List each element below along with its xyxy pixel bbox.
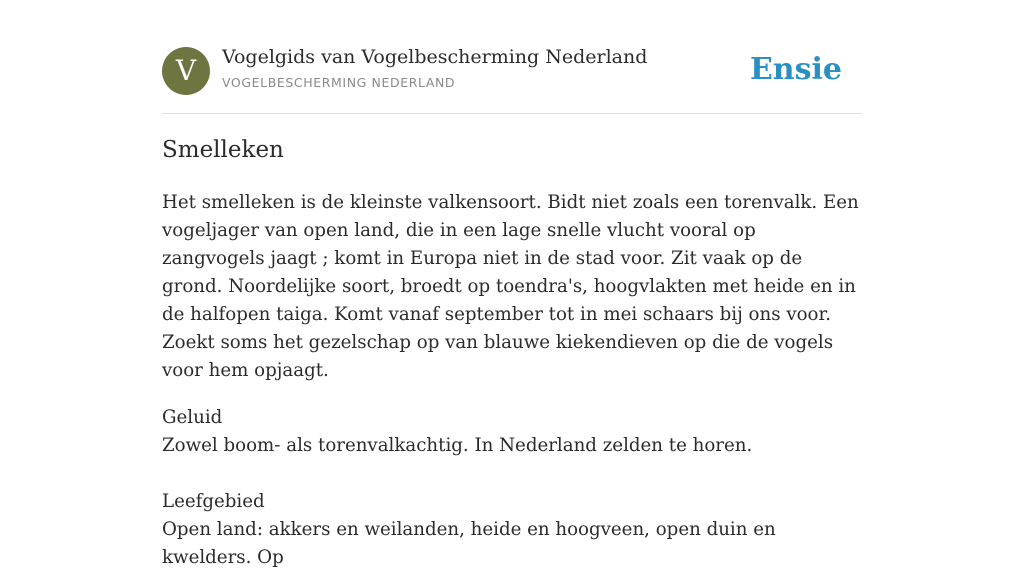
ensie-logo[interactable]: Ensie [749, 52, 842, 87]
section-text-geluid: Zowel boom- als torenvalkachtig. In Nederland zelden te horen. [162, 435, 753, 456]
entry-title: Smelleken [162, 137, 284, 163]
page [162, 0, 862, 568]
entry-body [162, 189, 862, 572]
section-heading-leefgebied: Leefgebied [162, 491, 265, 512]
source-title[interactable]: Vogelgids van Vogelbescherming Nederland [222, 46, 648, 68]
source-subtitle[interactable]: VOGELBESCHERMING NEDERLAND [222, 75, 456, 90]
source-header [162, 0, 862, 114]
section-spacer [162, 460, 862, 488]
entry-intro: Het smelleken is de kleinste valkensoort. Bidt niet zoals een torenvalk. Een vogeljager van open land, die in een lage snelle vlucht vooral op zangvogels jaagt ; komt in Europa niet in de stad voor. Zit vaak op de grond. Noordelijke soort, broedt op toendra's, hoogvlakten met heide en in de halfopen taiga. Komt vanaf september tot in mei schaars bij ons voor. Zoekt soms het gezelschap op van blauwe kiekendieven op die de vogels voor hem opjaagt. [162, 192, 859, 381]
section-text-leefgebied: Open land: akkers en weilanden, heide en hoogveen, open duin en kwelders. Op [162, 519, 776, 568]
section-heading-geluid: Geluid [162, 407, 223, 428]
source-avatar[interactable]: V [162, 47, 210, 95]
